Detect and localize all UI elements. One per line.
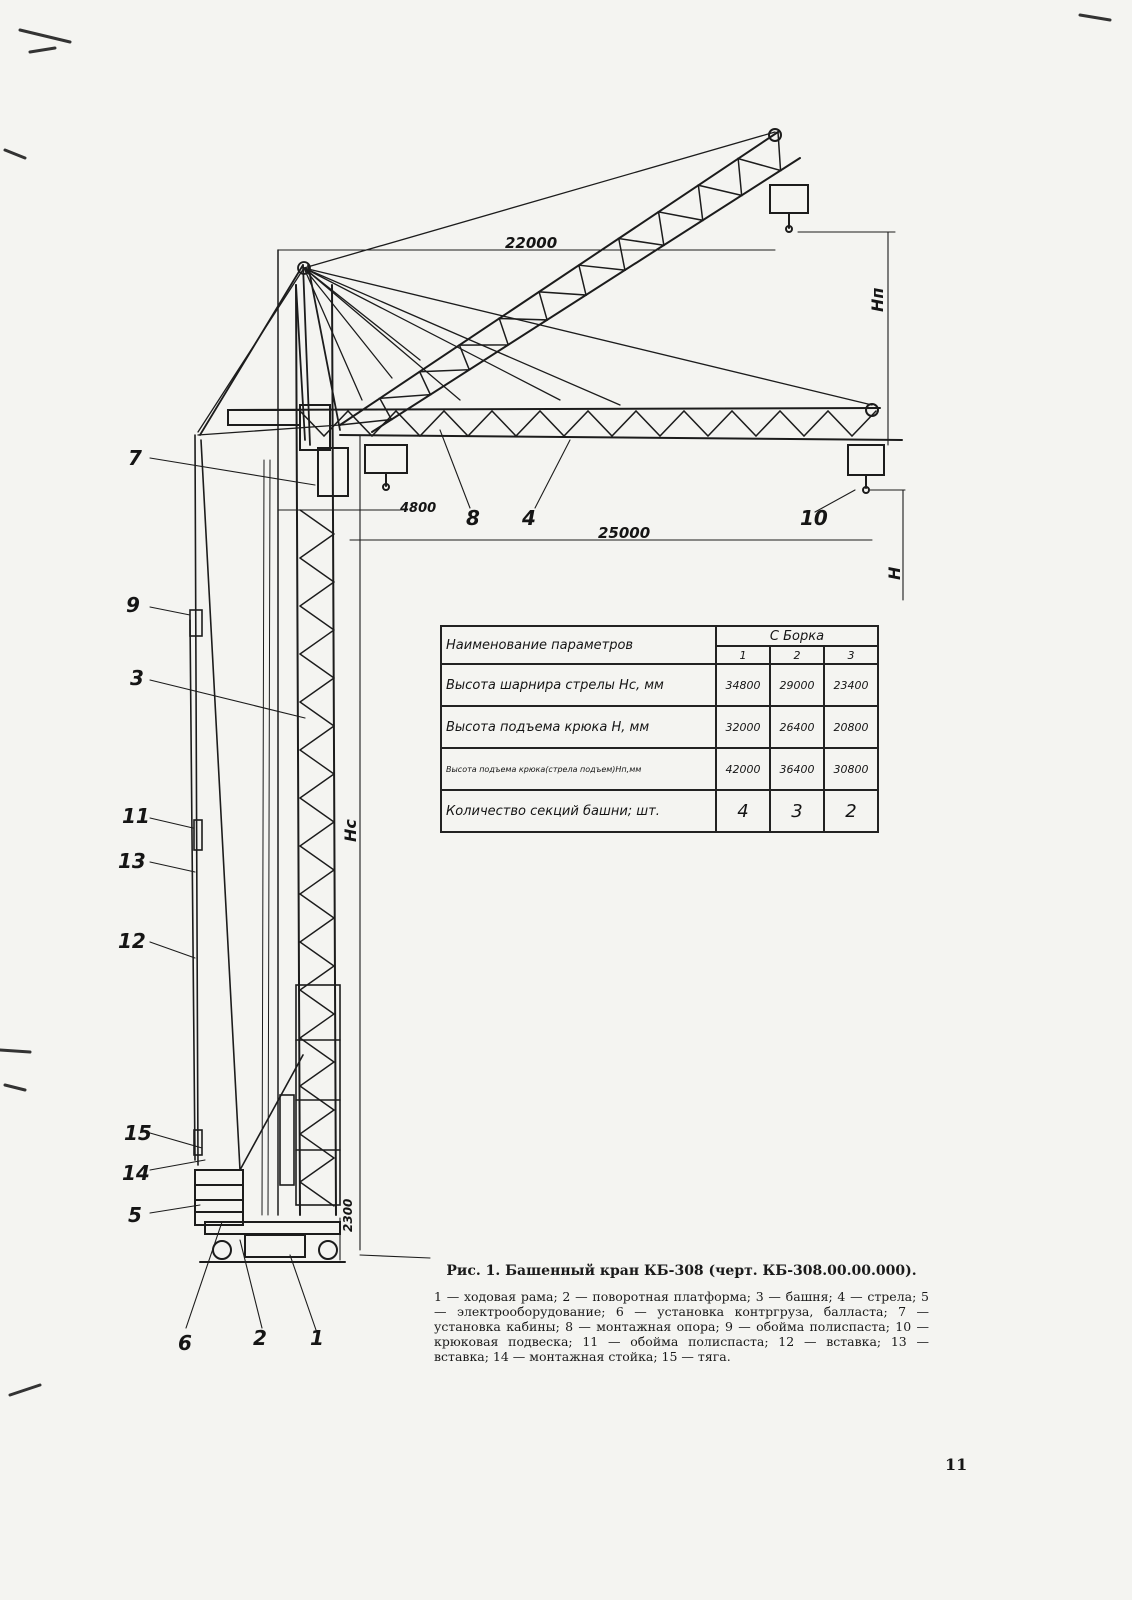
row-label: Высота шарнира стрелы Нс, мм: [441, 664, 716, 706]
callout-1: 1: [310, 1326, 324, 1350]
row-label: Высота подъема крюка Н, мм: [441, 706, 716, 748]
row-label: Высота подъема крюка(стрела подъем)Нп,мм: [441, 748, 716, 790]
row-value: 34800: [716, 664, 770, 706]
callout-14: 14: [122, 1161, 150, 1185]
callout-9: 9: [126, 593, 140, 617]
callout-12: 12: [118, 929, 146, 953]
dim-nc: Нс: [341, 819, 360, 842]
callout-15: 15: [124, 1121, 152, 1145]
callout-10: 10: [800, 506, 828, 530]
callout-4: 4: [522, 506, 536, 530]
row-value: 29000: [770, 664, 824, 706]
dim-2300: 2300: [341, 1198, 355, 1232]
table-row: [441, 748, 878, 790]
side-tie-assembly: [190, 435, 303, 1170]
crane-base: [195, 1170, 345, 1262]
row-label: Количество секций башни; шт.: [441, 790, 716, 832]
table-header-name: Наименование параметров: [441, 626, 716, 664]
tower-lattice: [300, 510, 334, 1206]
table-col-3: 3: [824, 646, 878, 664]
row-value: 20800: [824, 706, 878, 748]
callout-13: 13: [118, 849, 146, 873]
dim-np: Нп: [868, 287, 887, 312]
parameter-table: [440, 625, 879, 833]
table-col-2: 2: [770, 646, 824, 664]
dim-h: Н: [885, 566, 904, 580]
caption-legend: 1 — ходовая рама; 2 — поворотная платформа; 3 — башня; 4 — стрела; 5 — электрооборудование; 6 — установка контргруза, балласта; 7 — установка кабины; 8 — монтажная опора; 9 — обойма полиспаста; 10 — крюковая подвеска; 11 — обойма полиспаста; 12 — вставка; 13 — вставка; 14 — монтажная стойка; 15 — тяга.: [434, 1289, 929, 1364]
dim-25000: 25000: [598, 524, 651, 542]
page-number: 11: [945, 1455, 968, 1474]
row-value: 4: [716, 790, 770, 832]
table-row: [441, 790, 878, 832]
leader-lines: [150, 430, 855, 1330]
table-col-1: 1: [716, 646, 770, 664]
row-value: 3: [770, 790, 824, 832]
dim-22000: 22000: [505, 234, 558, 252]
callout-3: 3: [130, 666, 144, 690]
row-value: 42000: [716, 748, 770, 790]
dim-4800: 4800: [400, 501, 437, 516]
callout-5: 5: [128, 1203, 142, 1227]
row-value: 30800: [824, 748, 878, 790]
row-value: 26400: [770, 706, 824, 748]
callout-2: 2: [253, 1326, 267, 1350]
caption-title: Рис. 1. Башенный кран КБ-308 (черт. КБ-308.00.00.000).: [446, 1263, 917, 1279]
callout-7: 7: [128, 446, 142, 470]
row-value: 23400: [824, 664, 878, 706]
row-value: 36400: [770, 748, 824, 790]
callout-8: 8: [466, 506, 480, 530]
callout-6: 6: [178, 1331, 192, 1355]
table-row: [441, 664, 878, 706]
figure-caption: [434, 1263, 929, 1364]
callout-11: 11: [122, 804, 150, 828]
table-row: [441, 706, 878, 748]
table-header-assembly: С Боркa: [716, 626, 878, 646]
lower-frame: [280, 985, 340, 1205]
tower-head: [200, 262, 340, 445]
row-value: 2: [824, 790, 878, 832]
row-value: 32000: [716, 706, 770, 748]
